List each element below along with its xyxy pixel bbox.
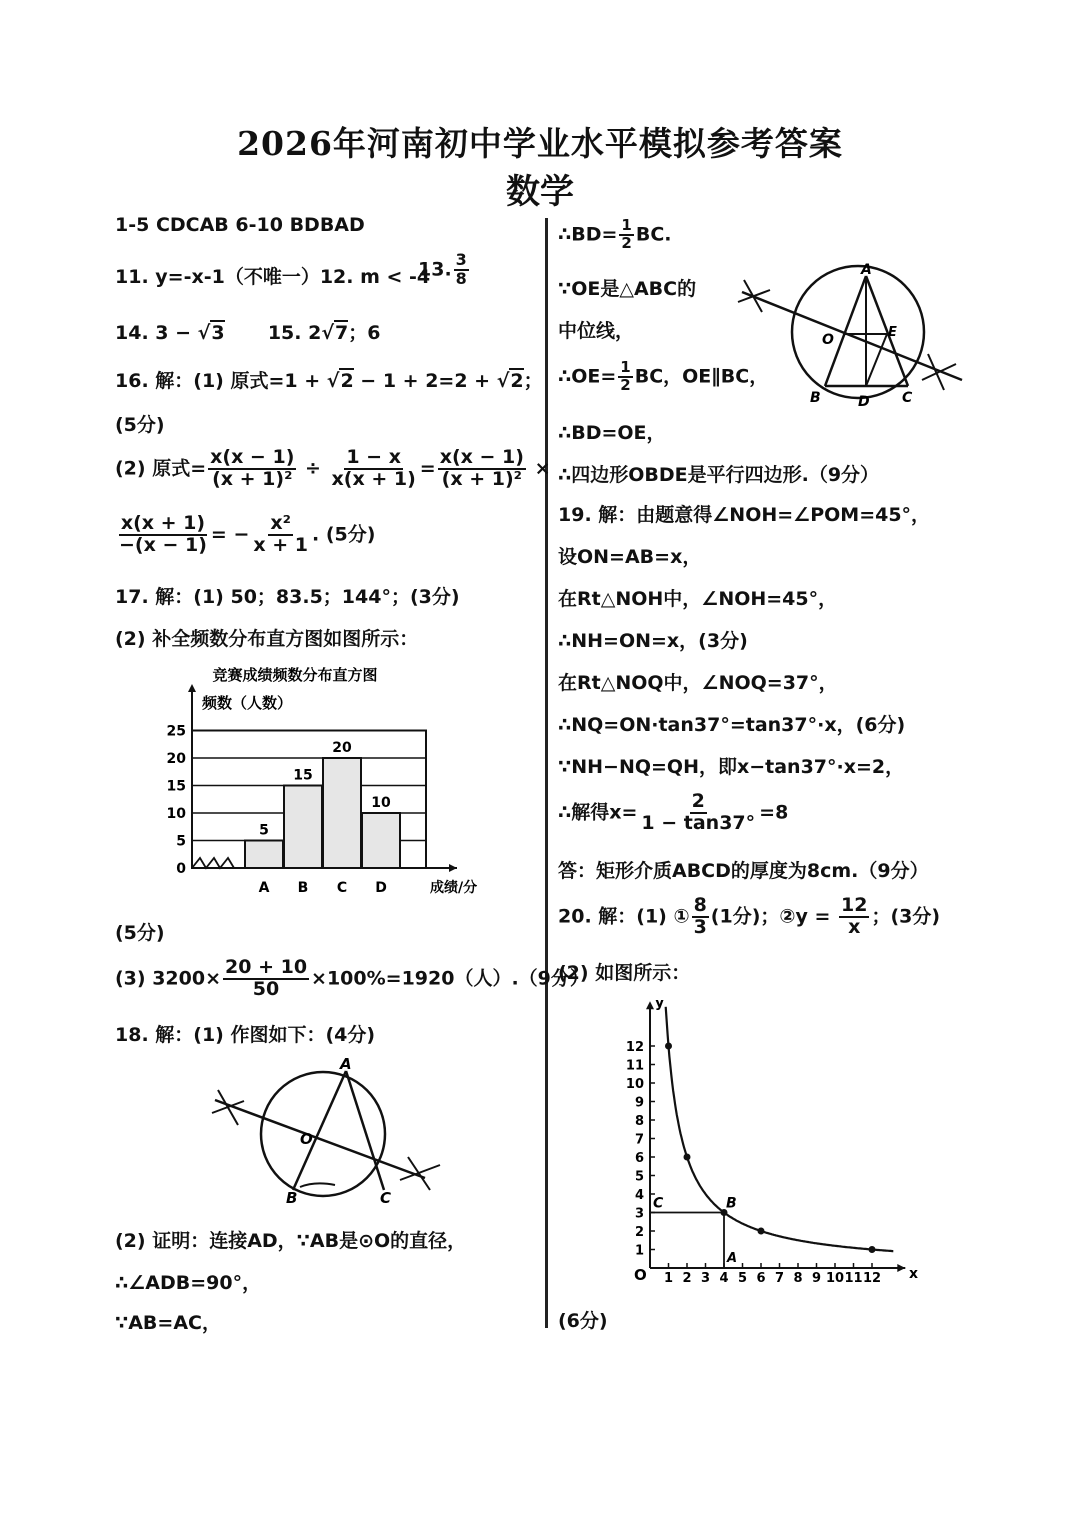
bar-value-label: 15 xyxy=(293,767,313,784)
column-divider xyxy=(545,218,548,1328)
subject-title: 数学 xyxy=(506,172,574,212)
graph-x-tick-label: 7 xyxy=(774,1271,785,1286)
graph-y-tick-label: 9 xyxy=(634,1095,644,1111)
chart-ylabel: 频数（人数） xyxy=(202,694,293,712)
x-category-label: C xyxy=(336,880,348,896)
q18-line2: ∴∠ADB=90°， xyxy=(115,1272,262,1294)
x-category-label: A xyxy=(258,880,270,896)
graph-point xyxy=(665,1043,672,1050)
y-tick-label: 10 xyxy=(166,806,186,822)
q16-part2: (2) 原式= $\frac{x(x - 1)}{\text{(x + 1)²}}$ ÷ $\frac{1 - x}{x(x + 1)}$ = $\frac{x(x - 1)}{\text{(x + 1)²}}$ × xyxy=(115,446,551,490)
graph-point xyxy=(758,1228,765,1235)
graph-origin-label: O xyxy=(634,1266,647,1284)
label-c: C xyxy=(380,1189,392,1207)
graph-label-c: C xyxy=(653,1195,664,1212)
graph-x-arrow xyxy=(897,1264,905,1272)
graph-y-tick-label: 8 xyxy=(634,1114,644,1129)
bar-value-label: 20 xyxy=(332,740,352,756)
q19-line4: ∴NH=ON=x，(3分) xyxy=(558,630,748,652)
q16-score1: (5分) xyxy=(115,414,165,436)
circle-construction-figure xyxy=(200,1055,450,1215)
q18-oe: ∵OE是△ABC的 xyxy=(558,278,697,300)
bar-C xyxy=(323,758,361,868)
parallelogram-figure xyxy=(730,262,970,412)
graph-y-tick-label: 7 xyxy=(634,1132,644,1148)
graph-x-tick-label: 9 xyxy=(811,1271,822,1286)
graph-x-tick-label: 4 xyxy=(719,1271,729,1286)
y-tick-label: 25 xyxy=(166,723,186,740)
graph-x-tick-label: 6 xyxy=(756,1271,766,1286)
graph-y-tick-label: 1 xyxy=(634,1243,644,1259)
label-a-right: A xyxy=(861,262,872,278)
label-a: A xyxy=(340,1055,352,1073)
q18-oe-eq: ∴OE= $\frac{1}{2}$ BC，OE∥BC， xyxy=(558,358,769,394)
graph-y-label: y xyxy=(655,1000,665,1012)
x-axis-arrow xyxy=(449,864,457,872)
q16-part2-cont: $\frac{x(x + 1)}{-(x - 1)}$ = − $\frac{\text{x²}}{x + 1}$ . (5分) xyxy=(119,512,376,556)
graph-y-tick-label: 10 xyxy=(625,1077,644,1092)
y-axis-arrow xyxy=(188,684,196,692)
q17-part2: (2) 补全频数分布直方图如图所示： xyxy=(115,628,419,650)
arc-mark-right xyxy=(400,1157,440,1190)
graph-y-tick-label: 3 xyxy=(634,1206,644,1222)
q19-line1: 19. 解：由题意得∠NOH=∠POM=45°， xyxy=(558,504,931,526)
bar-value-label: 5 xyxy=(259,822,269,839)
q20-score: (6分) xyxy=(558,1310,608,1332)
graph-x-tick-label: 11 xyxy=(844,1271,863,1286)
q19-line8: ∴解得x= $\frac{2}{1 - \tan 37^\circ}$ =8 xyxy=(558,790,789,834)
q18-bd-oe: ∴BD=OE， xyxy=(558,422,666,444)
q17-part3: (3) 3200× $\frac{20 + 10}{50}$ ×100%=1920（人）.（9分） xyxy=(115,956,589,1000)
bisector-line xyxy=(215,1100,425,1178)
q17-score2: (5分) xyxy=(115,922,165,944)
answer-13: 13. $\frac{3}{8}$ xyxy=(418,250,467,288)
bar-B xyxy=(284,786,322,869)
inverse-function-graph xyxy=(615,1000,925,1290)
graph-x-tick-label: 3 xyxy=(700,1271,711,1286)
label-o-right: O xyxy=(822,332,834,348)
graph-y-tick-label: 11 xyxy=(625,1058,644,1074)
graph-y-tick-label: 4 xyxy=(634,1188,644,1203)
label-o: O xyxy=(300,1130,313,1148)
q18-bd: ∴BD= $\frac{1}{2}$ BC. xyxy=(558,216,672,252)
graph-x-tick-label: 1 xyxy=(663,1271,674,1286)
answers-11-12: 11. y=-x-1（不唯一）12. m < -4 xyxy=(115,266,431,288)
histogram-chart xyxy=(160,658,500,898)
graph-x-tick-label: 2 xyxy=(682,1271,692,1286)
label-c-right: C xyxy=(902,390,913,406)
graph-y-arrow xyxy=(646,1001,654,1009)
q19-line5: 在Rt△NOQ中，∠NOQ=37°， xyxy=(558,672,838,694)
bar-value-label: 10 xyxy=(371,795,391,811)
arc-mark-left xyxy=(212,1090,244,1125)
y-tick-label: 0 xyxy=(176,861,186,877)
graph-x-tick-label: 8 xyxy=(793,1271,803,1286)
graph-y-tick-label: 6 xyxy=(634,1151,644,1166)
label-d-right: D xyxy=(858,394,870,410)
q20-part1: 20. 解：(1) ① $\frac{8}{3}$ (1分)；②y = $\frac{12}{x}$ ；(3分) xyxy=(558,894,941,938)
curve-y-12-over-x xyxy=(666,1007,894,1251)
q20-part2: (2) 如图所示： xyxy=(558,962,691,984)
answers-14-15: 14. 3 − √3 15. 2√7；6 xyxy=(115,322,381,344)
q18-part1: 18. 解：(1) 作图如下：(4分) xyxy=(115,1024,376,1046)
x-category-label: B xyxy=(297,880,309,896)
graph-point xyxy=(684,1154,691,1161)
q18-line3: ∵AB=AC， xyxy=(115,1312,221,1334)
label-e-right: E xyxy=(888,325,897,340)
bar-A xyxy=(245,841,283,869)
chart-title: 竞赛成绩频数分布直方图 xyxy=(212,666,378,684)
x-category-label: D xyxy=(375,880,387,896)
y-tick-label: 5 xyxy=(176,833,186,850)
page-title: 2026年河南初中学业水平模拟参考答案 xyxy=(237,124,843,163)
q18-midline: 中位线， xyxy=(558,320,635,342)
q17-part1: 17. 解：(1) 50；83.5；144°；(3分) xyxy=(115,586,460,608)
bisector-line-right xyxy=(742,292,962,380)
graph-x-tick-label: 10 xyxy=(825,1271,845,1286)
graph-x-tick-label: 12 xyxy=(862,1271,882,1286)
axis-break xyxy=(192,858,234,868)
q18-part2: (2) 证明：连接AD，∵AB是⊙O的直径， xyxy=(115,1230,467,1252)
label-b-right: B xyxy=(810,390,821,406)
q19-line2: 设ON=AB=x， xyxy=(558,546,702,568)
graph-y-tick-label: 2 xyxy=(634,1225,644,1240)
y-tick-label: 20 xyxy=(166,751,186,767)
graph-x-tick-label: 5 xyxy=(737,1271,748,1286)
q19-answer: 答：矩形介质ABCD的厚度为8cm.（9分） xyxy=(558,860,929,882)
q19-line6: ∴NQ=ON·tan37°=tan37°·x，(6分) xyxy=(558,714,906,736)
graph-label-a: A xyxy=(727,1251,738,1266)
answers-1-10: 1-5 CDCAB 6-10 BDBAD xyxy=(115,214,365,236)
graph-point xyxy=(869,1246,876,1253)
graph-label-b: B xyxy=(726,1195,737,1212)
q19-line7: ∵NH−NQ=QH，即x−tan37°·x=2， xyxy=(558,756,905,778)
q19-line3: 在Rt△NOH中，∠NOH=45°， xyxy=(558,588,838,610)
q16-part1: 16. 解：(1) 原式=1 + √2 − 1 + 2=2 + √2； xyxy=(115,370,543,392)
label-b: B xyxy=(286,1189,298,1207)
q18-conclusion: ∴四边形OBDE是平行四边形.（9分） xyxy=(558,464,880,486)
chart-xlabel: 成绩/分 xyxy=(430,880,478,896)
bar-D xyxy=(362,813,400,868)
graph-y-tick-label: 5 xyxy=(634,1169,644,1185)
y-tick-label: 15 xyxy=(166,778,186,795)
graph-y-tick-label: 12 xyxy=(625,1040,644,1055)
graph-x-label: x xyxy=(909,1266,919,1282)
